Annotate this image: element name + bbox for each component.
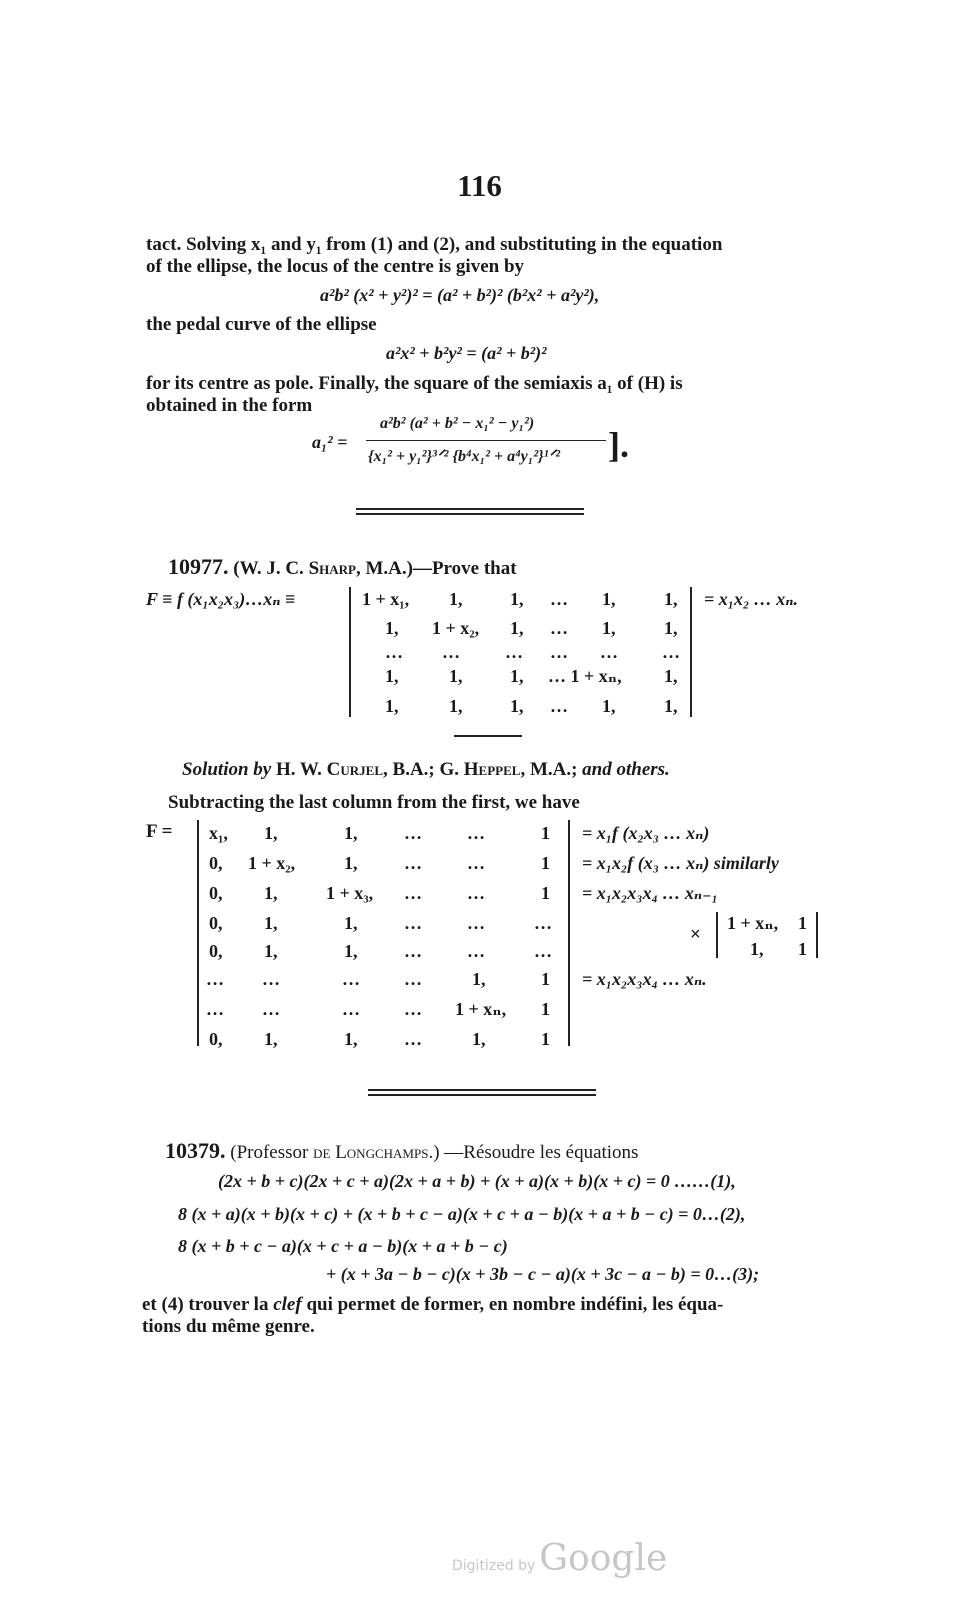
matrix-cell: 1 [541,1029,550,1049]
matrix-cell: 1 + x₂, [248,853,296,873]
matrix-cell: 1, [344,941,358,961]
determinant-lhs: F = [146,821,173,842]
matrix-cell: … [442,642,460,662]
solution-authors: H. W. Curjel, B.A.; G. Heppel, M.A.; [275,759,578,780]
text-line [142,1294,723,1316]
determinant-bar-left [197,820,199,1046]
determinant-rhs: = x₁x₂ … xₙ. [704,589,799,609]
small-determinant-bar-right [816,912,818,958]
matrix-cell: 1, [449,589,463,609]
text-line: of the ellipse, the locus of the centre is given by [146,256,525,277]
matrix-cell: 1, [264,883,278,903]
equation: a²x² + b²y² = (a² + b²)² [386,343,547,363]
matrix-cell: 1 [798,939,807,959]
result-line: = x₁x₂x₃x₄ … xₙ. [582,969,707,989]
matrix-cell: 1, [750,939,764,959]
matrix-cell: 1 [541,883,550,903]
matrix-cell: … [550,642,568,662]
matrix-cell: … [467,941,485,961]
equation-lhs: a₁² = [312,432,348,452]
result-line: = x₁x₂f (x₃ … xₙ) similarly [582,853,779,873]
matrix-cell: … [404,913,422,933]
matrix-cell: … [505,642,523,662]
matrix-cell: … [550,618,568,638]
text-line: for its centre as pole. Finally, the square of the semiaxis a₁ of (H) is [146,373,683,394]
matrix-cell: … [404,823,422,843]
matrix-cell: … [385,642,403,662]
problem-heading [168,554,517,580]
matrix-cell: 1, [664,666,678,686]
matrix-cell: 1, [344,853,358,873]
result-line: = x₁f (x₂x₃ … xₙ) [582,823,710,843]
matrix-cell: 1, [472,969,486,989]
matrix-cell: 0, [209,941,223,961]
fraction-bar [366,440,606,441]
matrix-cell: … [600,642,618,662]
matrix-cell: … [534,913,552,933]
author-open: (W. J. C. [233,558,304,579]
double-rule [368,1089,596,1091]
matrix-cell: x₁, [209,823,228,843]
matrix-cell: 1, [344,823,358,843]
fraction-numerator: a²b² (a² + b² − x₁² − y₁²) [380,415,535,432]
author-name: de Longchamps [313,1142,429,1163]
matrix-cell: … [262,999,280,1019]
matrix-cell: 1 + x₁, [362,589,410,609]
matrix-cell: 1, [264,913,278,933]
matrix-cell: … [467,913,485,933]
text-italic: clef [273,1294,302,1315]
matrix-cell: 1 + x₃, [326,883,374,903]
matrix-cell: 1, [664,618,678,638]
matrix-cell: … [662,642,680,662]
equation: + (x + 3a − b − c)(x + 3b − c − a)(x + 3c − a − b) = 0…(3); [326,1264,760,1284]
matrix-cell: … [467,853,485,873]
matrix-cell: 0, [209,853,223,873]
bracket-close: ]. [608,425,629,465]
matrix-cell: 0, [209,883,223,903]
matrix-cell: 0, [209,1029,223,1049]
solution-tail: and others. [582,759,670,780]
matrix-cell: … 1 + xₙ, [548,666,622,686]
text-line: the pedal curve of the ellipse [146,314,377,335]
matrix-cell: … [206,969,224,989]
determinant-bar-left [349,587,351,717]
small-determinant-bar-left [716,912,718,958]
text-line: tact. Solving x₁ and y₁ from (1) and (2), and substituting in the equation [146,234,723,255]
author-rest: , M.A.)—Prove that [355,558,517,579]
author-name: Sharp [308,558,356,579]
matrix-cell: 1, [602,589,616,609]
equation: (2x + b + c)(2x + c + a)(2x + a + b) + (x + a)(x + b)(x + c) = 0 ……(1), [218,1171,736,1191]
matrix-cell: 1, [602,696,616,716]
matrix-cell: … [262,969,280,989]
author-open: (Professor [230,1142,309,1163]
determinant-bar-right [568,820,570,1046]
watermark-prefix: Digitized by [452,1558,536,1574]
matrix-cell: … [550,589,568,609]
matrix-cell: 1 + x₂, [432,618,480,638]
matrix-cell: 1 [798,913,807,933]
matrix-cell: … [534,941,552,961]
matrix-cell: 1, [344,1029,358,1049]
fraction-denominator: {x₁² + y₁²}³ᐟ² {b⁴x₁² + a⁴y₁²}¹ᐟ² [368,448,561,465]
author-rest: .) —Résoudre les équations [428,1142,639,1163]
matrix-cell: … [404,1029,422,1049]
matrix-cell: 1 [541,999,550,1019]
text-span: et (4) trouver la [142,1294,269,1315]
matrix-cell: 0, [209,913,223,933]
equation: 8 (x + b + c − a)(x + c + a − b)(x + a + b − c) [178,1236,508,1256]
page-number: 116 [457,168,502,203]
matrix-cell: … [404,883,422,903]
text-line: tions du même genre. [142,1316,315,1337]
text-span: qui permet de former, en nombre indéfini, les équa- [306,1294,724,1315]
matrix-cell: 1, [385,696,399,716]
matrix-cell: 1, [664,696,678,716]
text-line: obtained in the form [146,395,313,416]
matrix-cell: … [404,941,422,961]
matrix-cell: 1, [472,1029,486,1049]
matrix-cell: … [206,999,224,1019]
matrix-cell: 1, [385,618,399,638]
matrix-cell: … [550,696,568,716]
matrix-cell: 1, [344,913,358,933]
matrix-cell: 1 [541,823,550,843]
equation: 8 (x + a)(x + b)(x + c) + (x + b + c − a)(x + c + a − b)(x + a + b − c) = 0…(2), [178,1204,746,1224]
matrix-cell: … [467,823,485,843]
double-rule [356,508,584,510]
double-rule [356,513,584,515]
matrix-cell: 1, [449,666,463,686]
matrix-cell: 1 [541,969,550,989]
matrix-cell: 1 + xₙ, [727,913,779,933]
determinant-bar-right [690,587,692,717]
matrix-cell: … [467,883,485,903]
matrix-cell: 1, [664,589,678,609]
times-sign: × [690,924,701,945]
digitized-watermark [452,1538,667,1579]
short-rule [454,735,522,737]
matrix-cell: … [404,969,422,989]
problem-heading [165,1138,638,1164]
matrix-cell: 1, [602,618,616,638]
matrix-cell: … [404,999,422,1019]
matrix-cell: 1, [385,666,399,686]
google-logo: Google [539,1538,668,1579]
problem-number: 10379. [165,1138,226,1163]
matrix-cell: 1, [264,1029,278,1049]
result-line: = x₁x₂x₃x₄ … xₙ₋₁ [582,883,718,903]
matrix-cell: … [342,999,360,1019]
problem-number: 10977. [168,554,229,579]
solution-label: Solution by [182,759,272,780]
matrix-cell: 1, [510,589,524,609]
matrix-cell: 1 [541,853,550,873]
matrix-cell: 1, [264,941,278,961]
double-rule [368,1094,596,1096]
matrix-cell: … [404,853,422,873]
text-line: Subtracting the last column from the first, we have [168,792,580,813]
matrix-cell: 1 + xₙ, [455,999,507,1019]
matrix-cell: 1, [449,696,463,716]
determinant-lhs: F ≡ f (x₁x₂x₃)…xₙ ≡ [146,589,296,609]
equation: a²b² (x² + y²)² = (a² + b²)² (b²x² + a²y²), [320,285,600,305]
matrix-cell: 1, [264,823,278,843]
solution-heading [182,759,670,781]
matrix-cell: … [342,969,360,989]
matrix-cell: 1, [510,696,524,716]
matrix-cell: 1, [510,666,524,686]
matrix-cell: 1, [510,618,524,638]
